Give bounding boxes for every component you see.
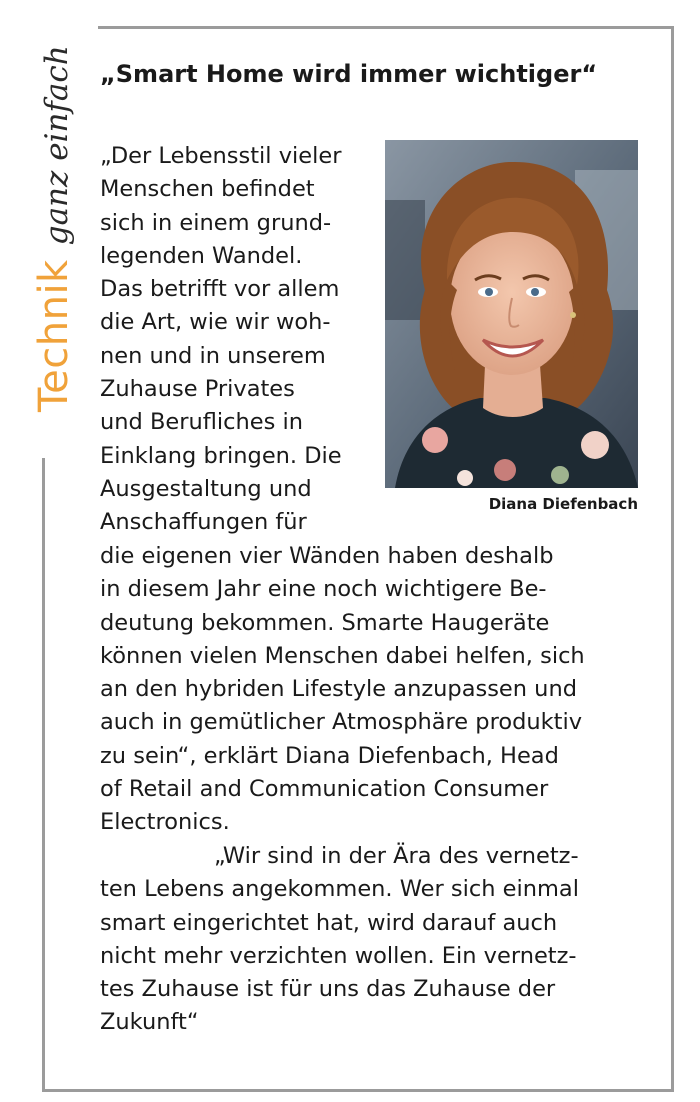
text-line: nen und in unserem (100, 342, 326, 369)
text-line: Das betrifft vor allem (100, 276, 340, 303)
text-line: die eigenen vier Wänden haben deshalb (100, 543, 554, 569)
section-label-ganz-einfach: ganz einfach (39, 45, 75, 246)
text-line: an den hybriden Lifestyle anzupassen und (100, 676, 577, 703)
text-line: sich in einem grund- (100, 209, 332, 236)
body-text-quote (100, 840, 579, 1040)
photo-caption: Diana Diefenbach (488, 495, 638, 513)
text-line: Zukunft“ (100, 1009, 199, 1036)
text-line: „Der Lebensstil vieler (100, 143, 342, 169)
section-label-technik: Technik (31, 259, 77, 412)
text-line: smart eingerichtet hat, wird darauf auch (100, 909, 558, 936)
text-line: Electronics. (100, 809, 230, 836)
text-line: können vielen Menschen dabei helfen, sich (100, 642, 585, 669)
frame-left-line (42, 458, 45, 1092)
text-line: Menschen befindet (100, 176, 315, 203)
body-text-narrow (100, 140, 342, 540)
frame-right-line (671, 26, 674, 1092)
text-line: und Berufliches in (100, 409, 304, 436)
text-line: legenden Wandel. (100, 242, 303, 269)
article-headline: „Smart Home wird immer wichtiger“ (100, 60, 598, 88)
text-line: „Wir sind in der Ära des vernetz- (214, 843, 579, 869)
text-line: auch in gemütlicher Atmosphäre produktiv (100, 709, 583, 736)
text-line: of Retail and Communication Consumer (100, 776, 549, 803)
text-line: Einklang bringen. Die (100, 442, 342, 469)
frame-top-line (98, 26, 673, 29)
text-line: deutung bekommen. Smarte Haugeräte (100, 609, 550, 636)
text-line: die Art, wie wir woh- (100, 309, 331, 336)
section-label (0, 0, 77, 460)
text-line: Anschaffungen für (100, 509, 307, 536)
portrait-photo (385, 140, 638, 488)
text-line: tes Zuhause ist für uns das Zuhause der (100, 976, 556, 1003)
frame-bottom-line (42, 1089, 674, 1092)
text-line: zu sein“, erklärt Diana Diefenbach, Head (100, 742, 559, 769)
text-line: nicht mehr verzichten wollen. Ein vernetz- (100, 942, 577, 969)
text-line: Zuhause Privates (100, 376, 295, 403)
text-line: ten Lebens angekommen. Wer sich einmal (100, 876, 579, 903)
body-text-wide (100, 540, 585, 840)
text-line: in diesem Jahr eine noch wichtigere Be- (100, 576, 547, 603)
text-line: Ausgestaltung und (100, 475, 312, 502)
